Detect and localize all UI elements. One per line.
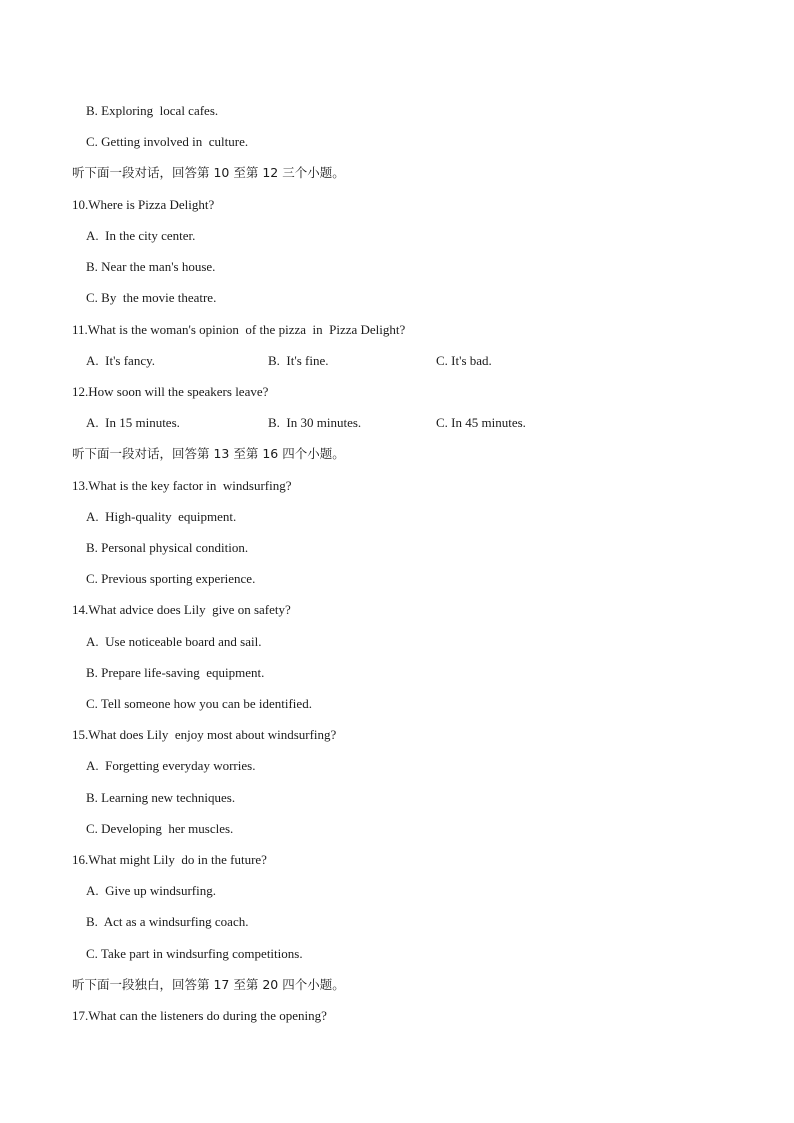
question-15-option-b: B. Learning new techniques.	[86, 790, 236, 805]
question-11-option-a: A. It's fancy.	[86, 353, 156, 368]
option-b-line: B. Exploring local cafes.	[86, 103, 219, 118]
question-14: 14.What advice does Lily give on safety?	[72, 602, 291, 617]
question-13-option-c: C. Previous sporting experience.	[86, 571, 256, 586]
question-16: 16.What might Lily do in the future?	[72, 852, 267, 867]
question-15-option-c: C. Developing her muscles.	[86, 821, 234, 836]
question-16-option-b: B. Act as a windsurfing coach.	[86, 914, 249, 929]
question-14-option-c: C. Tell someone how you can be identified.	[86, 696, 312, 711]
question-15: 15.What does Lily enjoy most about windsurfing?	[72, 727, 337, 742]
question-15-option-a: A. Forgetting everyday worries.	[86, 758, 256, 773]
question-11-option-c: C. It's bad.	[436, 353, 492, 368]
question-10: 10.Where is Pizza Delight?	[72, 197, 215, 212]
question-14-option-b: B. Prepare life-saving equipment.	[86, 665, 265, 680]
question-11: 11.What is the woman's opinion of the pizza in Pizza Delight?	[72, 322, 406, 337]
question-13: 13.What is the key factor in windsurfing?	[72, 478, 292, 493]
question-13-option-a: A. High-quality equipment.	[86, 509, 237, 524]
question-12-option-a: A. In 15 minutes.	[86, 415, 180, 430]
section-instruction-10-12: 听下面一段对话，回答第 10 至第 12 三个小题。	[72, 165, 345, 180]
question-13-option-b: B. Personal physical condition.	[86, 540, 249, 555]
question-11-option-b: B. It's fine.	[268, 353, 329, 368]
question-12: 12.How soon will the speakers leave?	[72, 384, 269, 399]
question-12-option-c: C. In 45 minutes.	[436, 415, 526, 430]
question-16-option-a: A. Give up windsurfing.	[86, 883, 216, 898]
question-10-option-a: A. In the city center.	[86, 228, 196, 243]
question-10-option-b: B. Near the man's house.	[86, 259, 216, 274]
question-17: 17.What can the listeners do during the opening?	[72, 1008, 327, 1023]
question-10-option-c: C. By the movie theatre.	[86, 290, 217, 305]
section-instruction-17-20: 听下面一段独白，回答第 17 至第 20 四个小题。	[72, 977, 345, 992]
question-14-option-a: A. Use noticeable board and sail.	[86, 634, 262, 649]
option-c-line: C. Getting involved in culture.	[86, 134, 249, 149]
question-12-option-b: B. In 30 minutes.	[268, 415, 362, 430]
section-instruction-13-16: 听下面一段对话，回答第 13 至第 16 四个小题。	[72, 446, 345, 461]
question-16-option-c: C. Take part in windsurfing competitions.	[86, 946, 303, 961]
